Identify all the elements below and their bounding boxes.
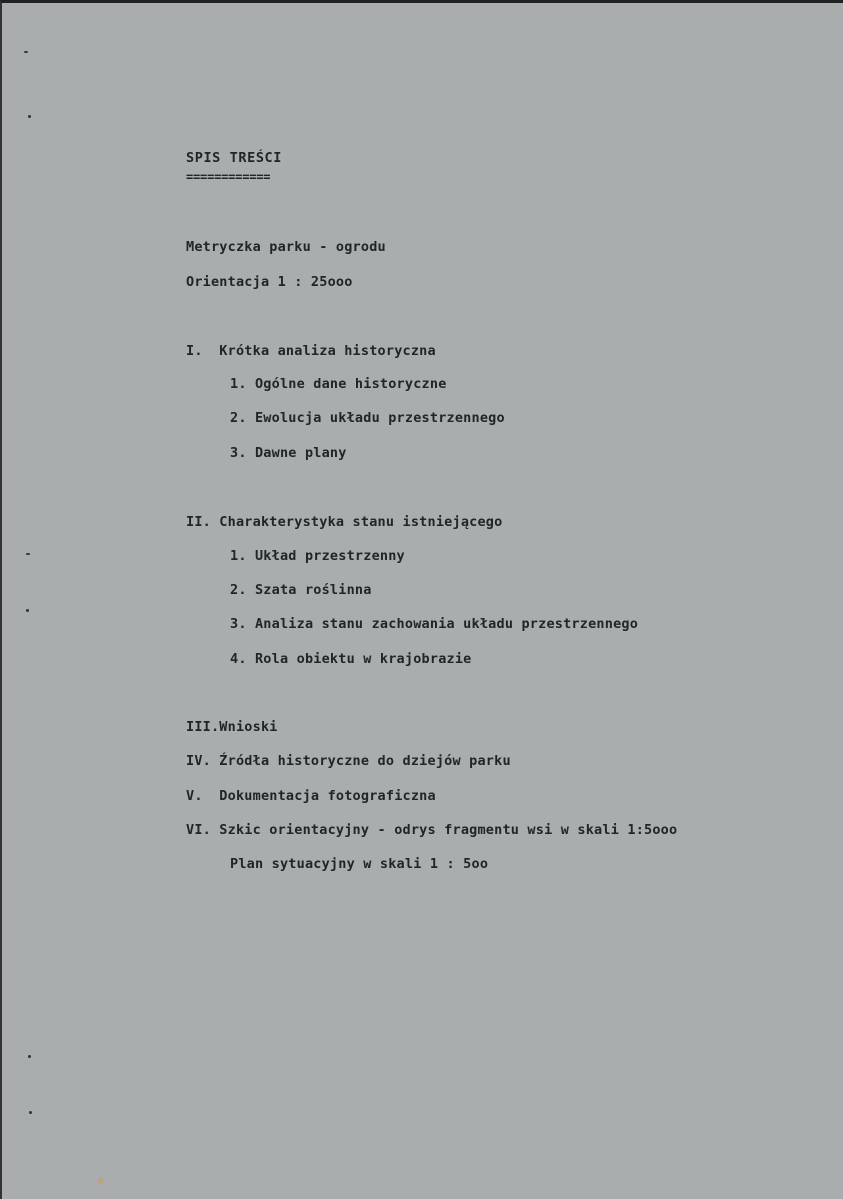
- toc-section-4: IV. Źródła historyczne do dziejów parku: [186, 753, 511, 769]
- scan-speck: [28, 1055, 31, 1058]
- scan-speck: [26, 609, 29, 612]
- scan-speck: [26, 553, 30, 555]
- toc-subentry-1-1: 1. Ogólne dane historyczne: [230, 376, 447, 392]
- toc-subentry-2-4: 4. Rola obiektu w krajobrazie: [230, 651, 472, 667]
- scan-speck: [28, 115, 31, 118]
- toc-entry-metryczka: Metryczka parku - ogrodu: [186, 239, 386, 255]
- toc-subentry-1-3: 3. Dawne plany: [230, 445, 347, 461]
- toc-entry-orientacja: Orientacja 1 : 25ooo: [186, 274, 353, 290]
- scan-speck: [24, 51, 28, 53]
- toc-subentry-2-2: 2. Szata roślinna: [230, 582, 372, 598]
- toc-section-3: III.Wnioski: [186, 719, 278, 735]
- toc-section-5: V. Dokumentacja fotograficzna: [186, 788, 436, 804]
- toc-section-1: I. Krótka analiza historyczna: [186, 343, 436, 359]
- toc-subentry-6-1: Plan sytuacyjny w skali 1 : 5oo: [230, 856, 489, 872]
- paper-stain: [98, 1177, 103, 1185]
- toc-section-2: II. Charakterystyka stanu istniejącego: [186, 514, 503, 530]
- toc-subentry-2-1: 1. Układ przestrzenny: [230, 548, 405, 564]
- page-title: SPIS TREŚCI: [186, 150, 283, 166]
- toc-section-6: VI. Szkic orientacyjny - odrys fragmentu wsi w skali 1:5ooo: [186, 822, 678, 838]
- title-underline: ============: [186, 170, 271, 184]
- scan-speck: [29, 1111, 32, 1114]
- toc-subentry-1-2: 2. Ewolucja układu przestrzennego: [230, 410, 505, 426]
- toc-subentry-2-3: 3. Analiza stanu zachowania układu przestrzennego: [230, 616, 639, 632]
